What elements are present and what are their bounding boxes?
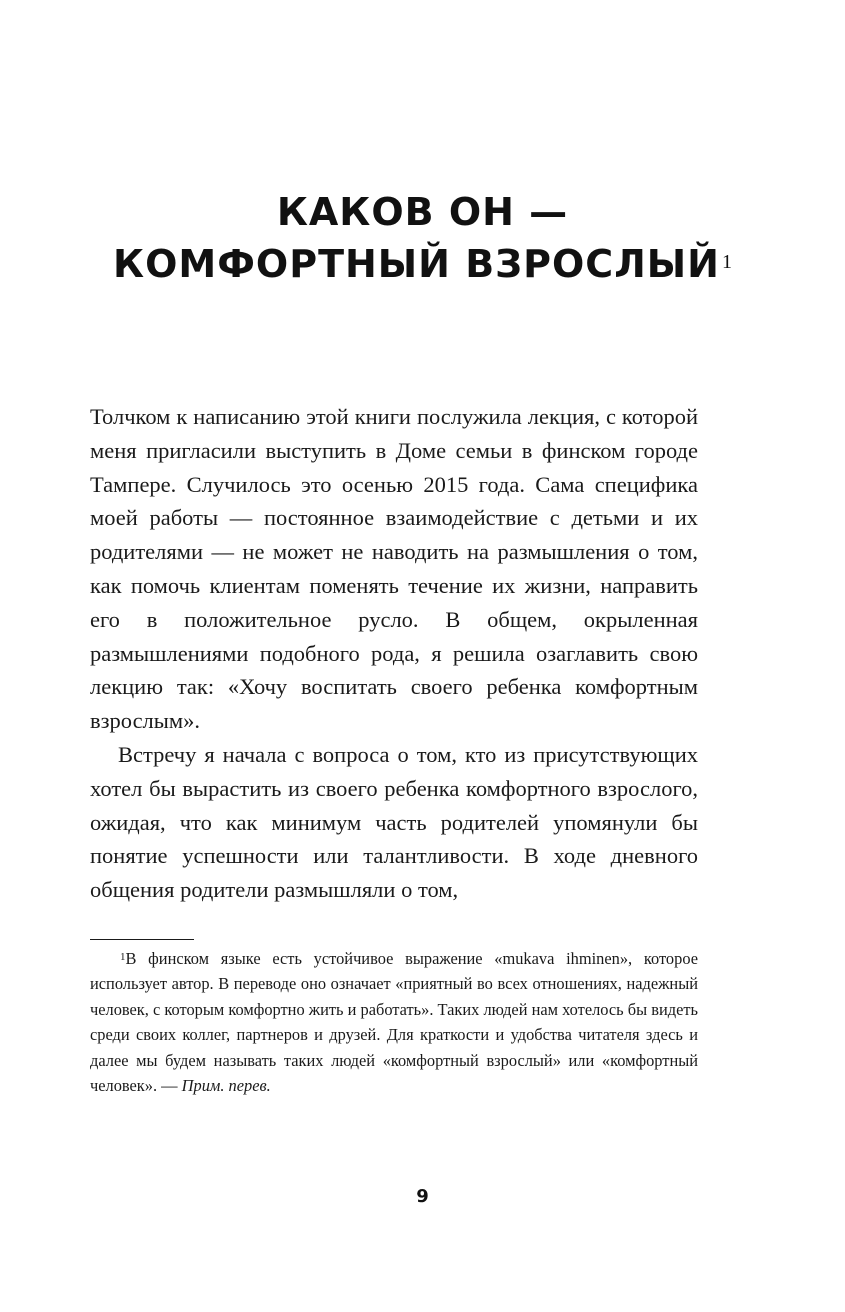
chapter-title-line-2 xyxy=(0,238,845,290)
chapter-title-line-2-text: КОМФОРТНЫЙ ВЗРОСЛЫЙ xyxy=(113,242,720,286)
chapter-title xyxy=(0,186,845,290)
footnote-divider xyxy=(90,939,194,940)
footnote-text: В финском языке есть устойчивое выражение «mukava ihminen», которое использует автор. В переводе оно означает «приятный во всех отношениях, надежный человек, с которым комфортно жить и работать». Таких людей нам хотелось бы видеть среди своих коллег, партнеров и друзей. Для краткости и удобства читателя здесь и далее мы будем называть таких людей «комфортный взрослый» или «комфортный человек». — xyxy=(90,949,698,1096)
footnote xyxy=(90,946,698,1098)
footnote-number: 1 xyxy=(120,951,126,963)
chapter-title-line-1: КАКОВ ОН — xyxy=(276,190,569,234)
body-text xyxy=(90,400,698,907)
page-number: 9 xyxy=(416,1186,429,1207)
footnote-reference[interactable]: 1 xyxy=(721,251,732,273)
footnote-attribution: Прим. перев. xyxy=(181,1076,271,1096)
paragraph-1: Толчком к написанию этой книги послужила лекция, с которой меня пригласили выступить в Доме семьи в финском городе Тампере. Случилось это осенью 2015 года. Сама специфика моей работы — постоянное взаимодействие с детьми и их родителями — не может не наводить на размышления о том, как помочь клиентам поменять течение их жизни, направить его в положительное русло. В общем, окрыленная размышлениями подобного рода, я решила озаглавить свою лекцию так: «Хочу воспитать своего ребенка комфортным взрослым». xyxy=(90,404,698,734)
paragraph-2: Встречу я начала с вопроса о том, кто из присутствующих хотел бы вырастить из своего ребенка комфортного взрослого, ожидая, что как минимум часть родителей упомянули бы понятие успешности или талантливости. В ходе дневного общения родители размышляли о том, xyxy=(90,741,698,903)
